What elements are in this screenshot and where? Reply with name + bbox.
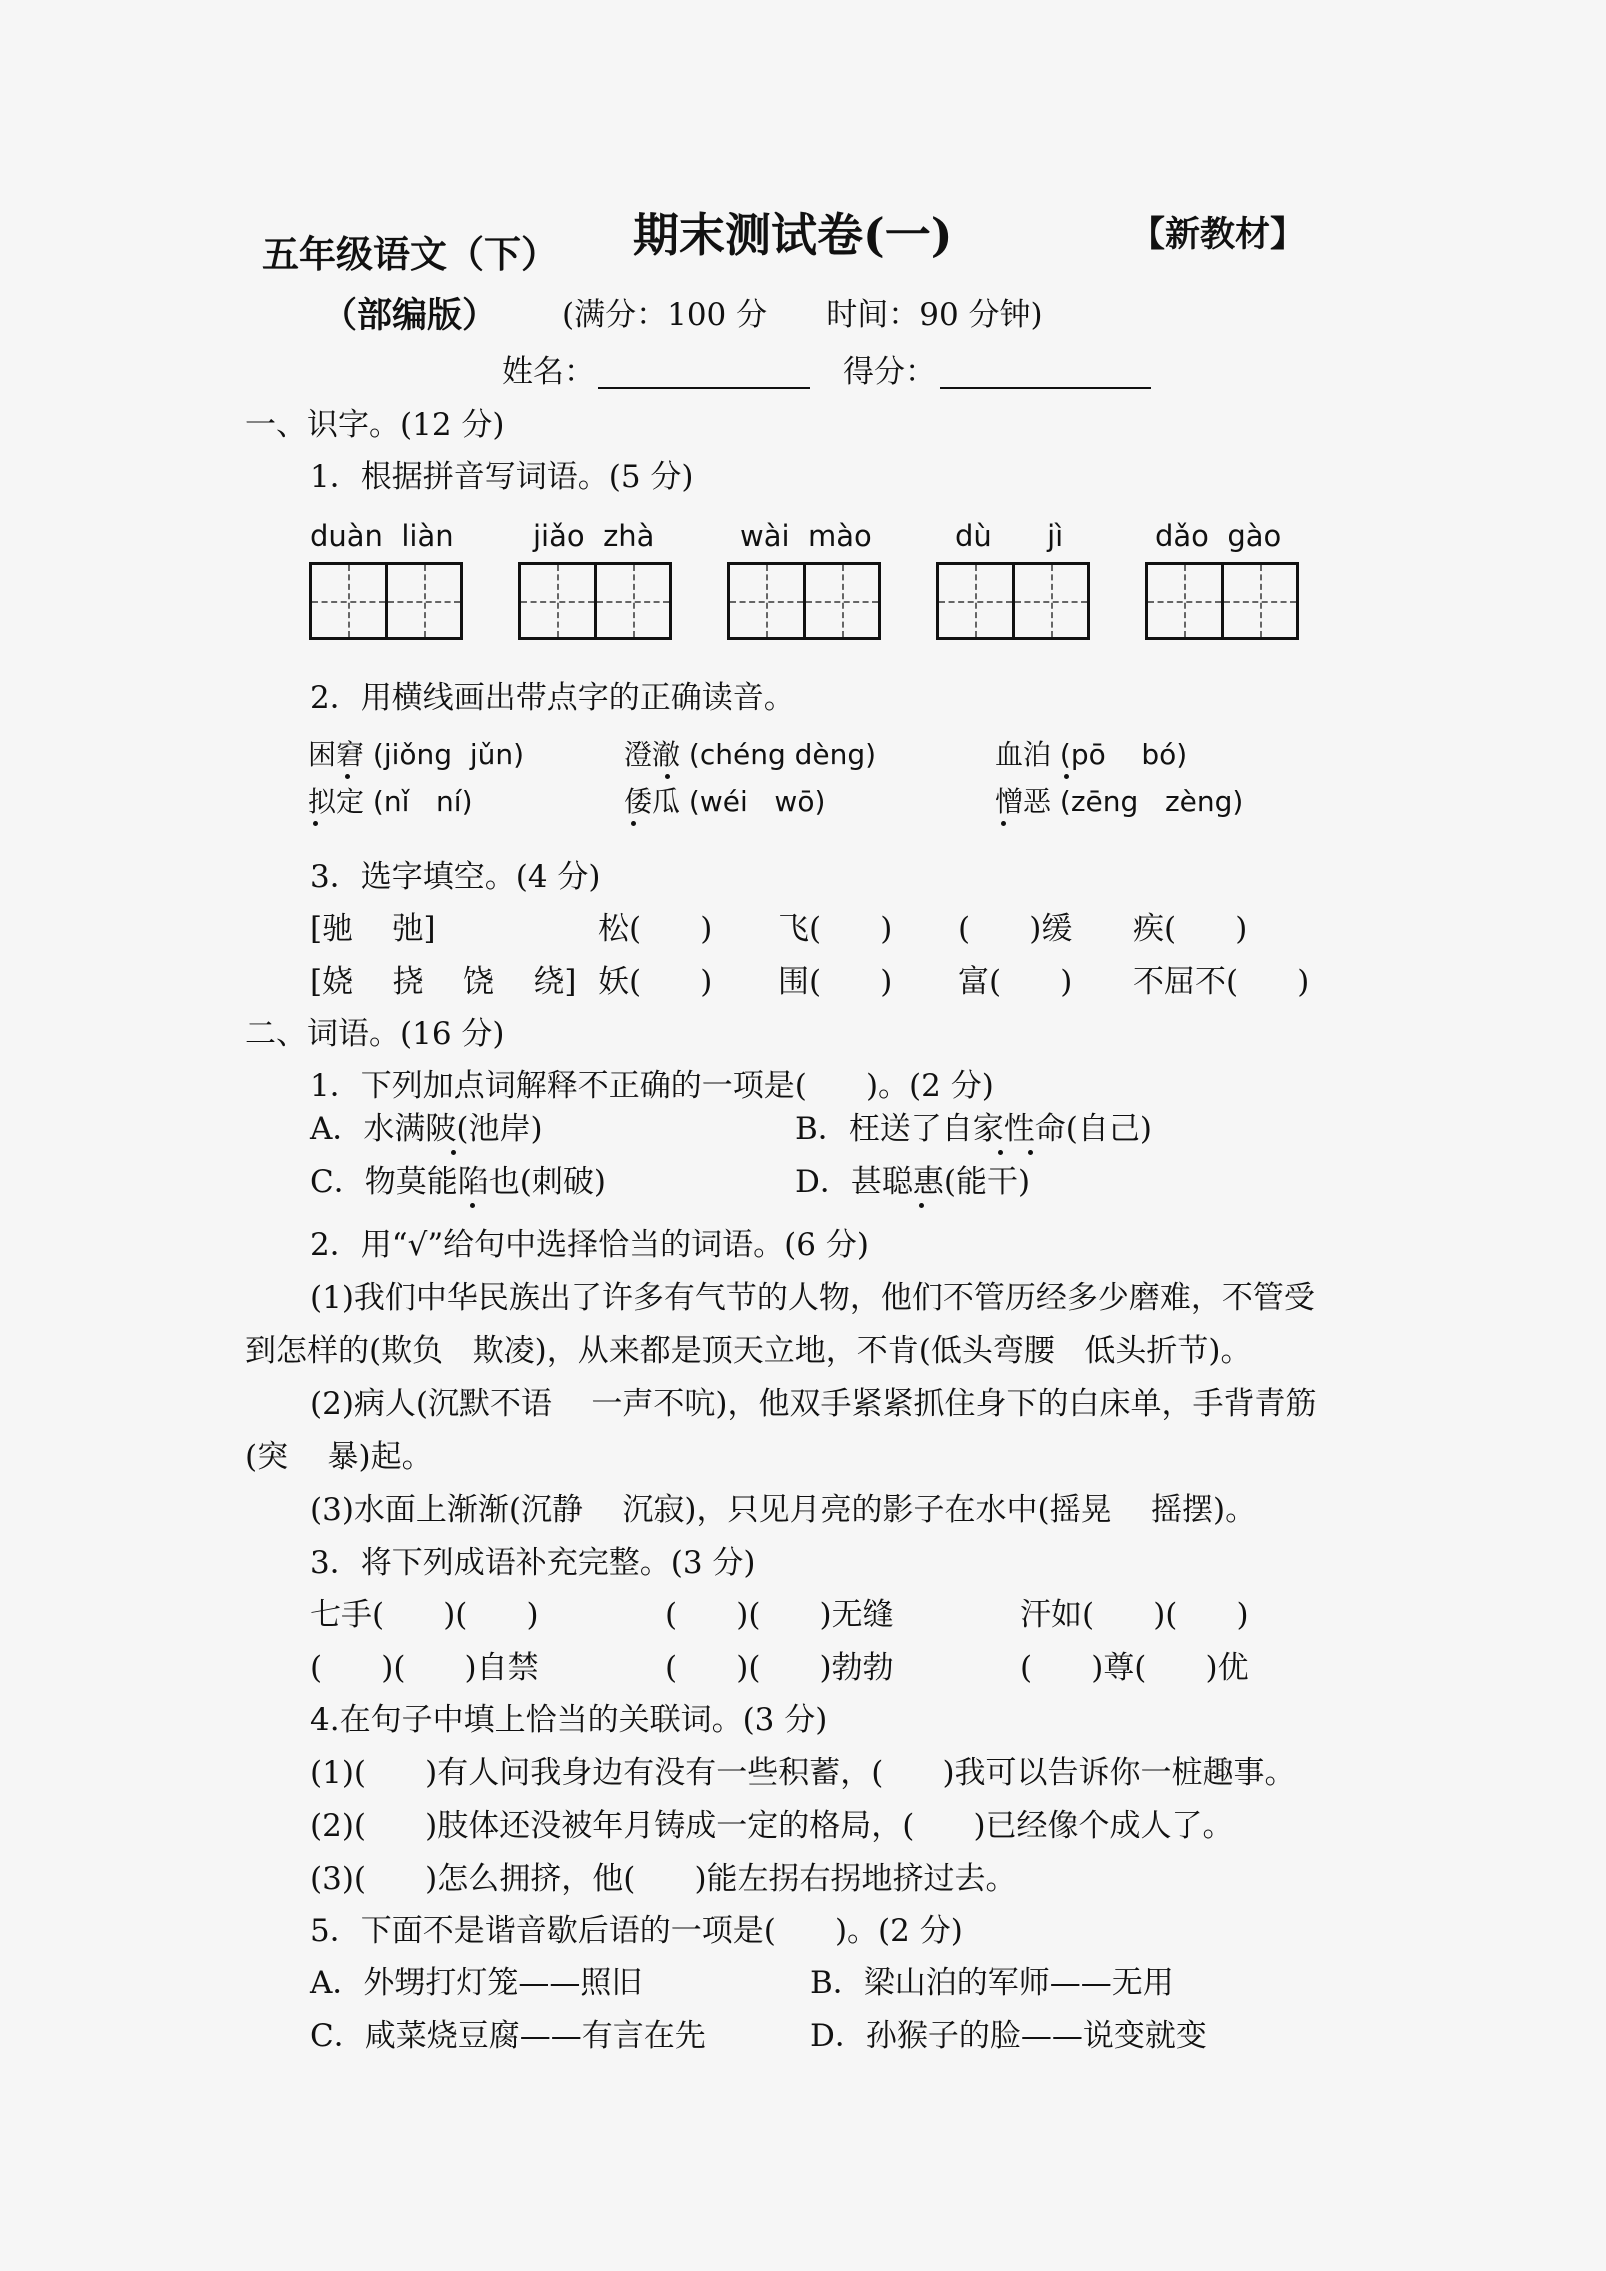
section-one-heading: 一、识字。(12 分) xyxy=(245,407,505,443)
reading-item: 憎恶 (zēng zèng) xyxy=(995,785,1244,818)
q1-2-prompt: 2．用横线画出带点字的正确读音。 xyxy=(310,680,795,716)
name-field[interactable] xyxy=(598,387,810,389)
subject-label: 五年级语文（下） xyxy=(262,232,558,276)
option-d[interactable]: D．孙猴子的脸——说变就变 xyxy=(810,2018,1207,2054)
q1-1-prompt: 1．根据拼音写词语。(5 分) xyxy=(310,459,694,495)
conjunction-line[interactable]: (2)( )肢体还没被年月铸成一定的格局，( )已经像个成人了。 xyxy=(310,1808,1234,1844)
writing-grid-5[interactable] xyxy=(1145,562,1299,640)
score-field[interactable] xyxy=(940,387,1151,389)
emphasis-dot xyxy=(451,1150,456,1155)
new-textbook-tag: 【新教材】 xyxy=(1130,214,1306,255)
idiom-blank[interactable]: ( )( )勃勃 xyxy=(665,1650,894,1686)
sentence-line: (突 暴)起。 xyxy=(245,1439,433,1475)
option-c[interactable]: C．咸菜烧豆腐——有言在先 xyxy=(310,2018,706,2054)
emphasis-dot xyxy=(1064,774,1069,779)
pinyin-5: dǎo gào xyxy=(1155,519,1282,553)
pinyin-1: duàn liàn xyxy=(310,519,454,553)
idiom-blank[interactable]: 七手( )( ) xyxy=(310,1597,539,1633)
writing-grid-1[interactable] xyxy=(309,562,463,640)
name-label: 姓名： xyxy=(502,354,595,390)
reading-item: 倭瓜 (wéi wō) xyxy=(624,785,826,818)
sentence-line: (2)病人(沉默不语 一声不吭)，他双手紧紧抓住身下的白床单，手背青筋 xyxy=(310,1386,1317,1422)
q2-2-prompt: 2．用“√”给句中选择恰当的词语。(6 分) xyxy=(310,1227,869,1263)
edition-label: （部编版） xyxy=(322,295,498,336)
exam-info: (满分：100 分 时间：90 分钟) xyxy=(562,297,1043,333)
q2-1-prompt: 1．下列加点词解释不正确的一项是( )。(2 分) xyxy=(310,1068,994,1104)
emphasis-dot xyxy=(1028,1150,1033,1155)
conjunction-line[interactable]: (3)( )怎么拥挤，他( )能左拐右拐地挤过去。 xyxy=(310,1861,1017,1897)
sentence-line: (3)水面上渐渐(沉静 沉寂)，只见月亮的影子在水中(摇晃 摇摆)。 xyxy=(310,1492,1257,1528)
reading-item: 澄澈 (chéng dèng) xyxy=(624,738,877,771)
emphasis-dot xyxy=(998,1150,1003,1155)
fill-blank[interactable]: 围( ) xyxy=(778,964,893,1000)
pinyin-4: dù jì xyxy=(955,519,1064,553)
emphasis-dot xyxy=(470,1203,475,1208)
emphasis-dot xyxy=(1001,821,1006,826)
option-c[interactable]: C．物莫能陷也(刺破) xyxy=(310,1164,606,1200)
q2-3-prompt: 3．将下列成语补充完整。(3 分) xyxy=(310,1545,756,1581)
option-d[interactable]: D．甚聪惠(能干) xyxy=(795,1164,1031,1200)
fill-blank[interactable]: 疾( ) xyxy=(1133,911,1248,947)
section-two-heading: 二、词语。(16 分) xyxy=(245,1016,505,1052)
pinyin-3: wài mào xyxy=(740,519,872,553)
conjunction-line[interactable]: (1)( )有人问我身边有没有一些积蓄，( )我可以告诉你一桩趣事。 xyxy=(310,1755,1296,1791)
idiom-blank[interactable]: ( )( )自禁 xyxy=(310,1650,539,1686)
fill-blank[interactable]: 不屈不( ) xyxy=(1133,964,1310,1000)
score-label: 得分： xyxy=(843,354,936,390)
reading-item: 拟定 (nǐ ní) xyxy=(308,785,473,818)
fill-blank[interactable]: 松( ) xyxy=(598,911,713,947)
emphasis-dot xyxy=(919,1203,924,1208)
emphasis-dot xyxy=(345,774,350,779)
emphasis-dot xyxy=(313,821,318,826)
option-a[interactable]: A．水满陂(池岸) xyxy=(310,1111,543,1147)
option-b[interactable]: B．梁山泊的军师——无用 xyxy=(810,1965,1174,2001)
emphasis-dot xyxy=(665,774,670,779)
writing-grid-2[interactable] xyxy=(518,562,672,640)
writing-grid-4[interactable] xyxy=(936,562,1090,640)
q2-4-prompt: 4.在句子中填上恰当的关联词。(3 分) xyxy=(310,1702,828,1738)
reading-item: 困窘 (jiǒng jǔn) xyxy=(308,738,525,771)
emphasis-dot xyxy=(631,821,636,826)
pinyin-2: jiǎo zhà xyxy=(533,519,655,553)
q2-5-prompt: 5．下面不是谐音歇后语的一项是( )。(2 分) xyxy=(310,1913,963,1949)
char-set-1: [驰 弛] xyxy=(310,911,436,947)
reading-item: 血泊 (pō bó) xyxy=(995,738,1188,771)
fill-blank[interactable]: 妖( ) xyxy=(598,964,713,1000)
fill-blank[interactable]: 富( ) xyxy=(958,964,1073,1000)
option-a[interactable]: A．外甥打灯笼——照旧 xyxy=(310,1965,643,2001)
fill-blank[interactable]: ( )缓 xyxy=(958,911,1073,947)
sentence-line: 到怎样的(欺负 欺凌)，从来都是顶天立地，不肯(低头弯腰 低头折节)。 xyxy=(245,1333,1252,1369)
q1-3-prompt: 3．选字填空。(4 分) xyxy=(310,859,601,895)
char-set-2: [娆 挠 饶 绕] xyxy=(310,964,577,1000)
idiom-blank[interactable]: ( )( )无缝 xyxy=(665,1597,894,1633)
option-b[interactable]: B．枉送了自家性命(自己) xyxy=(795,1111,1152,1147)
sentence-line: (1)我们中华民族出了许多有气节的人物，他们不管历经多少磨难，不管受 xyxy=(310,1280,1315,1316)
page-title: 期末测试卷(一) xyxy=(633,208,953,262)
writing-grid-3[interactable] xyxy=(727,562,881,640)
fill-blank[interactable]: 飞( ) xyxy=(778,911,893,947)
idiom-blank[interactable]: ( )尊( )优 xyxy=(1020,1650,1249,1686)
idiom-blank[interactable]: 汗如( )( ) xyxy=(1020,1597,1249,1633)
